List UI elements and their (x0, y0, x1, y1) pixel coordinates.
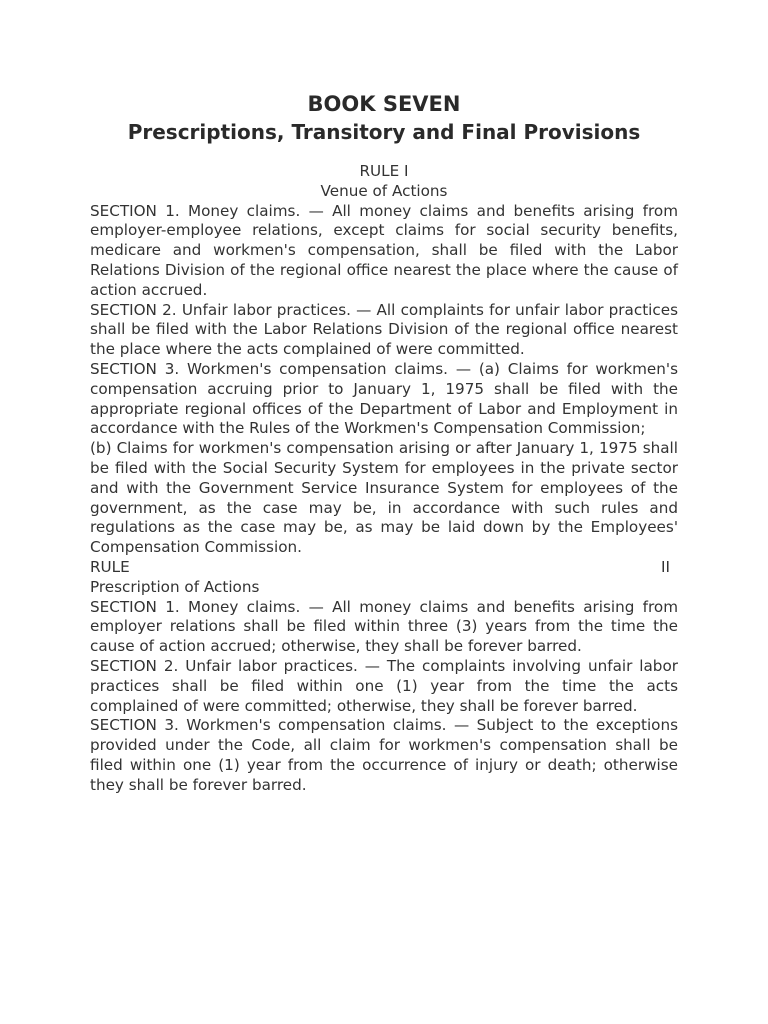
document-page (90, 88, 678, 796)
rule-1-section-1: SECTION 1. Money claims. — All money claims and benefits arising from employer-employee relations, except claims for social security benefits, medicare and workmen's compensation, shall be filed with the Labor Relations Division of the regional office nearest the place where the cause of action accrued. (90, 201, 678, 299)
rule-2-label-right: II (661, 557, 670, 576)
rule-2-label (90, 558, 678, 578)
document-body (90, 162, 678, 796)
rule-2-label-left: RULE (90, 557, 130, 576)
rule-1-label: RULE I (359, 162, 409, 180)
rule-1-section-3b: (b) Claims for workmen's compensation arising or after January 1, 1975 shall be filed with the Social Security System for employees in the private sector and with the Government Service Insurance System for employees of the government, as the case may be, in accordance with such rules and regulations as the case may be, as may be laid down by the Employees' Compensation Commission. (90, 439, 678, 557)
rule-1-section-3a: SECTION 3. Workmen's compensation claims. — (a) Claims for workmen's compensation accruing prior to January 1, 1975 shall be filed with the appropriate regional offices of the Department of Labor and Employment in accordance with the Rules of the Workmen's Compensation Commission; (90, 359, 678, 438)
rule-2-section-1: SECTION 1. Money claims. — All money claims and benefits arising from employer relations shall be filed within three (3) years from the time the cause of action accrued; otherwise, they shall be forever barred. (90, 597, 678, 656)
rule-2-section-3: SECTION 3. Workmen's compensation claims. — Subject to the exceptions provided under the Code, all claim for workmen's compensation shall be filed within one (1) year from the occurrence of injury or death; otherwise they shall be forever barred. (90, 716, 678, 794)
book-subtitle: Prescriptions, Transitory and Final Provisions (127, 120, 641, 144)
rule-1-section-2: SECTION 2. Unfair labor practices. — All complaints for unfair labor practices shall be filed with the Labor Relations Division of the regional office nearest the place where the acts complained of were committed. (90, 300, 678, 359)
rule-2-section-2: SECTION 2. Unfair labor practices. — The complaints involving unfair labor practices shall be filed within one (1) year from the time the acts complained of were committed; otherwise, they shall be forever barred. (90, 656, 678, 715)
rule-2-heading: Prescription of Actions (90, 577, 260, 596)
book-title: BOOK SEVEN (307, 92, 461, 116)
rule-1-heading: Venue of Actions (320, 181, 448, 200)
